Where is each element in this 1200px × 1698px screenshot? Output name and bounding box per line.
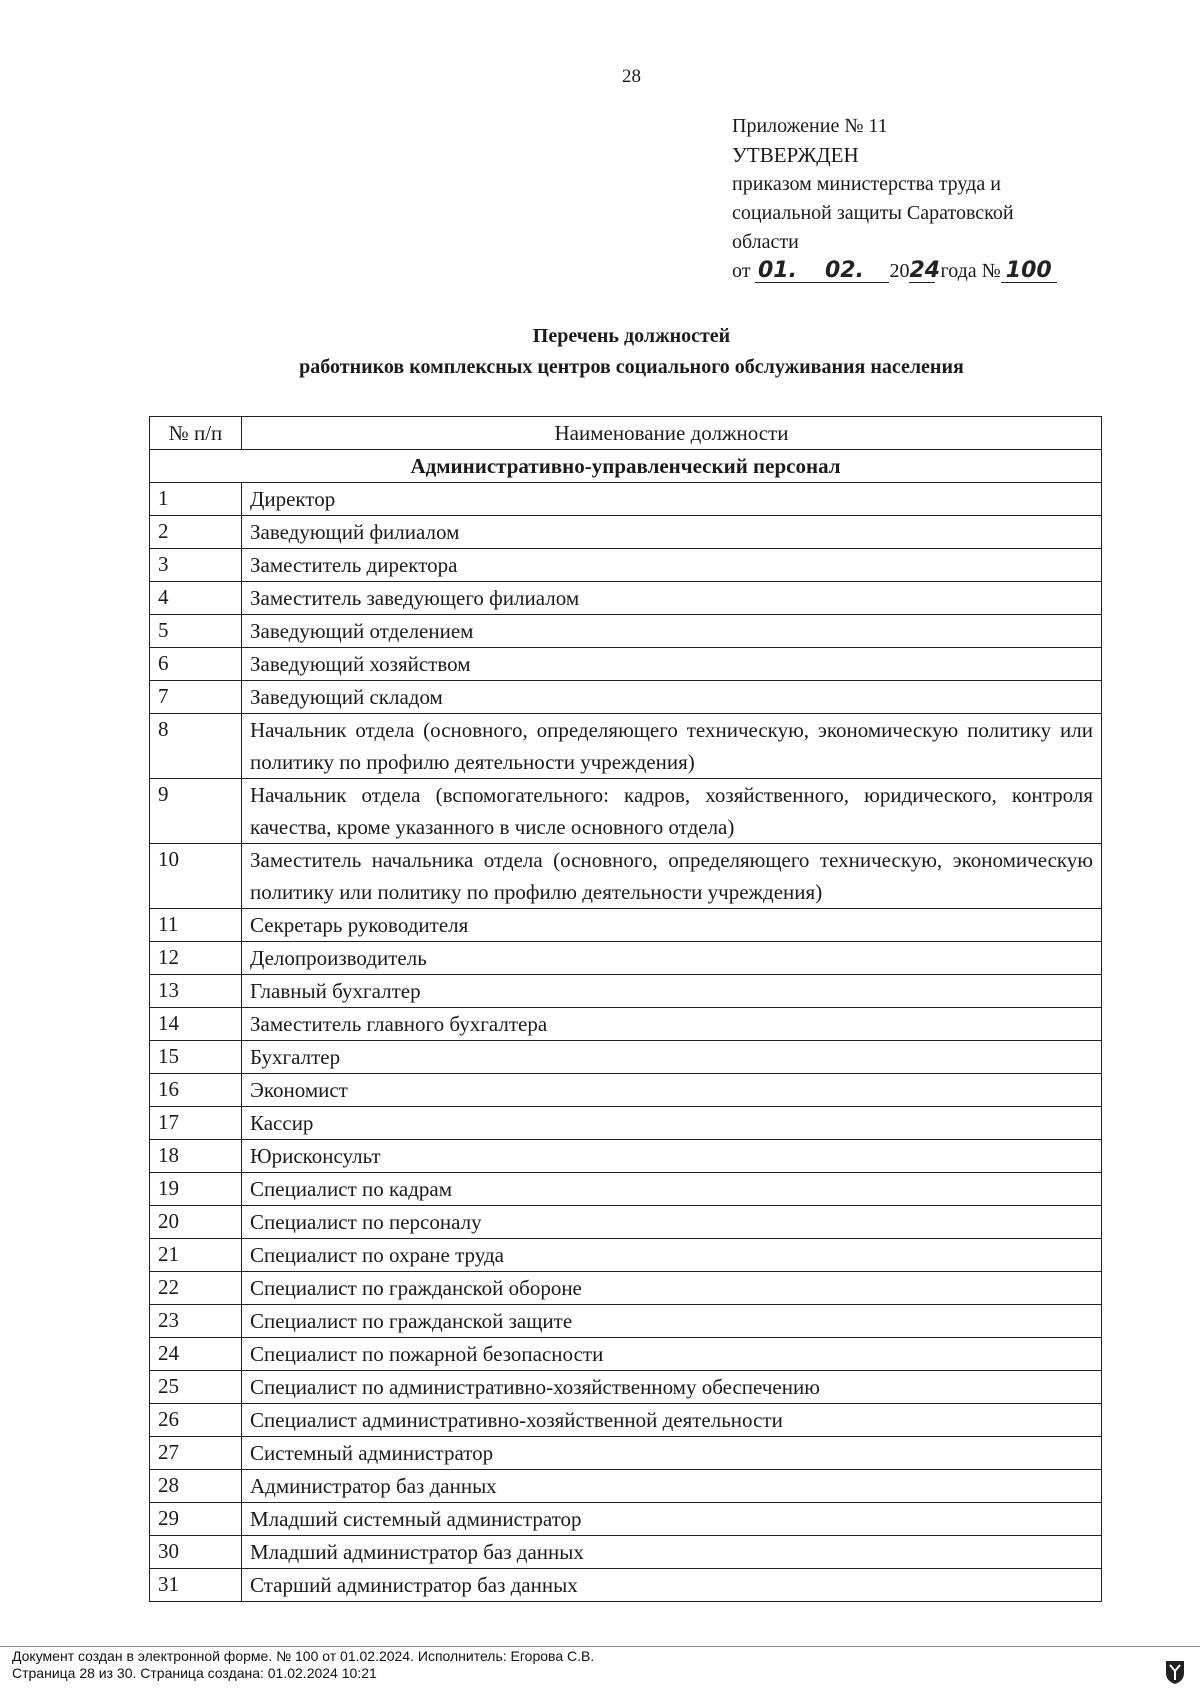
row-number: 16 <box>150 1074 242 1107</box>
position-name: Специалист по кадрам <box>242 1173 1102 1206</box>
section-title: Административно-управленческий персонал <box>150 450 1102 483</box>
table-row <box>150 1404 1102 1437</box>
row-number: 21 <box>150 1239 242 1272</box>
table-row <box>150 1503 1102 1536</box>
table-row <box>150 483 1102 516</box>
position-name: Начальник отдела (вспомогательного: кадров, хозяйственного, юридического, контроля качества, кроме указанного в числе основного отдела) <box>242 779 1102 844</box>
section-row <box>150 450 1102 483</box>
table-row <box>150 1107 1102 1140</box>
approval-date-line <box>732 257 1057 286</box>
position-name: Младший администратор баз данных <box>242 1536 1102 1569</box>
date-prefix: от <box>732 260 751 282</box>
footer-line: Страница 28 из 30. Страница создана: 01.02.2024 10:21 <box>12 1665 377 1681</box>
position-name: Главный бухгалтер <box>242 975 1102 1008</box>
position-name: Заведующий филиалом <box>242 516 1102 549</box>
coat-of-arms-icon <box>1164 1659 1186 1685</box>
table-row <box>150 615 1102 648</box>
table-row <box>150 1041 1102 1074</box>
table-row <box>150 1305 1102 1338</box>
row-number: 7 <box>150 681 242 714</box>
position-name: Специалист по гражданской защите <box>242 1305 1102 1338</box>
table-row <box>150 714 1102 779</box>
row-number: 5 <box>150 615 242 648</box>
row-number: 12 <box>150 942 242 975</box>
table-row <box>150 549 1102 582</box>
row-number: 26 <box>150 1404 242 1437</box>
handwritten-year: 24 <box>909 258 941 283</box>
row-number: 24 <box>150 1338 242 1371</box>
position-name: Администратор баз данных <box>242 1470 1102 1503</box>
position-name: Юрисконсульт <box>242 1140 1102 1173</box>
row-number: 20 <box>150 1206 242 1239</box>
row-number: 3 <box>150 549 242 582</box>
table-row <box>150 1140 1102 1173</box>
row-number: 10 <box>150 844 242 909</box>
row-number: 1 <box>150 483 242 516</box>
table-row <box>150 648 1102 681</box>
row-number: 6 <box>150 648 242 681</box>
table-row <box>150 1371 1102 1404</box>
table-row <box>150 1536 1102 1569</box>
row-number: 15 <box>150 1041 242 1074</box>
approval-block <box>732 112 1057 286</box>
table-row <box>150 1272 1102 1305</box>
table-row <box>150 942 1102 975</box>
position-name: Специалист по персоналу <box>242 1206 1102 1239</box>
row-number: 14 <box>150 1008 242 1041</box>
position-name: Заведующий хозяйством <box>242 648 1102 681</box>
approval-order-line: области <box>732 231 799 253</box>
position-name: Делопроизводитель <box>242 942 1102 975</box>
positions-table <box>149 416 1102 1602</box>
year-label: года № <box>940 260 1001 282</box>
position-name: Директор <box>242 483 1102 516</box>
row-number: 2 <box>150 516 242 549</box>
handwritten-order-number: 100 <box>1001 260 1057 283</box>
position-name: Специалист по пожарной безопасности <box>242 1338 1102 1371</box>
row-number: 30 <box>150 1536 242 1569</box>
row-number: 11 <box>150 909 242 942</box>
row-number: 18 <box>150 1140 242 1173</box>
footer <box>12 1648 594 1682</box>
row-number: 23 <box>150 1305 242 1338</box>
handwritten-month: 02. <box>799 260 889 283</box>
row-number: 25 <box>150 1371 242 1404</box>
table-row <box>150 1437 1102 1470</box>
row-number: 17 <box>150 1107 242 1140</box>
table-row <box>150 681 1102 714</box>
table-header-row <box>150 417 1102 450</box>
page-number: 28 <box>622 66 641 87</box>
table-row <box>150 844 1102 909</box>
footer-line: Документ создан в электронной форме. № 100 от 01.02.2024. Исполнитель: Егорова С.В. <box>12 1648 595 1664</box>
position-name: Младший системный администратор <box>242 1503 1102 1536</box>
position-name: Специалист по охране труда <box>242 1239 1102 1272</box>
table-row <box>150 1338 1102 1371</box>
position-name: Начальник отдела (основного, определяющего техническую, экономическую политику или политику по профилю деятельности учреждения) <box>242 714 1102 779</box>
table-row <box>150 1569 1102 1602</box>
position-name: Старший администратор баз данных <box>242 1569 1102 1602</box>
position-name: Заведующий складом <box>242 681 1102 714</box>
handwritten-day: 01. <box>755 260 799 283</box>
header-position-name: Наименование должности <box>242 417 1102 450</box>
table-row <box>150 1470 1102 1503</box>
table-row <box>150 516 1102 549</box>
table-row <box>150 1206 1102 1239</box>
approval-order-line: социальной защиты Саратовской <box>732 202 1014 224</box>
table-row <box>150 779 1102 844</box>
table-row <box>150 1173 1102 1206</box>
row-number: 31 <box>150 1569 242 1602</box>
position-name: Заместитель начальника отдела (основного, определяющего техническую, экономическую политику или политику по профилю деятельности учреждения) <box>242 844 1102 909</box>
approval-order-line: приказом министерства труда и <box>732 173 1001 195</box>
row-number: 28 <box>150 1470 242 1503</box>
position-name: Кассир <box>242 1107 1102 1140</box>
footer-divider <box>0 1646 1200 1647</box>
approval-appendix: Приложение № 11 <box>732 115 888 137</box>
table-row <box>150 1008 1102 1041</box>
position-name: Системный администратор <box>242 1437 1102 1470</box>
row-number: 9 <box>150 779 242 844</box>
row-number: 19 <box>150 1173 242 1206</box>
row-number: 8 <box>150 714 242 779</box>
row-number: 27 <box>150 1437 242 1470</box>
position-name: Секретарь руководителя <box>242 909 1102 942</box>
position-name: Специалист административно-хозяйственной деятельности <box>242 1404 1102 1437</box>
approval-approved: УТВЕРЖДЕН <box>732 143 859 167</box>
year-prefix: 20 <box>889 260 910 282</box>
header-number: № п/п <box>150 417 242 450</box>
table-row <box>150 582 1102 615</box>
row-number: 22 <box>150 1272 242 1305</box>
position-name: Бухгалтер <box>242 1041 1102 1074</box>
row-number: 29 <box>150 1503 242 1536</box>
row-number: 13 <box>150 975 242 1008</box>
position-name: Заведующий отделением <box>242 615 1102 648</box>
table-row <box>150 1239 1102 1272</box>
position-name: Заместитель главного бухгалтера <box>242 1008 1102 1041</box>
position-name: Специалист по административно-хозяйственному обеспечению <box>242 1371 1102 1404</box>
table-row <box>150 909 1102 942</box>
table-row <box>150 1074 1102 1107</box>
table-row <box>150 975 1102 1008</box>
position-name: Заместитель заведующего филиалом <box>242 582 1102 615</box>
document-subtitle: работников комплексных центров социального обслуживания населения <box>299 356 964 378</box>
document-title: Перечень должностей <box>532 325 731 347</box>
row-number: 4 <box>150 582 242 615</box>
position-name: Специалист по гражданской обороне <box>242 1272 1102 1305</box>
position-name: Заместитель директора <box>242 549 1102 582</box>
position-name: Экономист <box>242 1074 1102 1107</box>
